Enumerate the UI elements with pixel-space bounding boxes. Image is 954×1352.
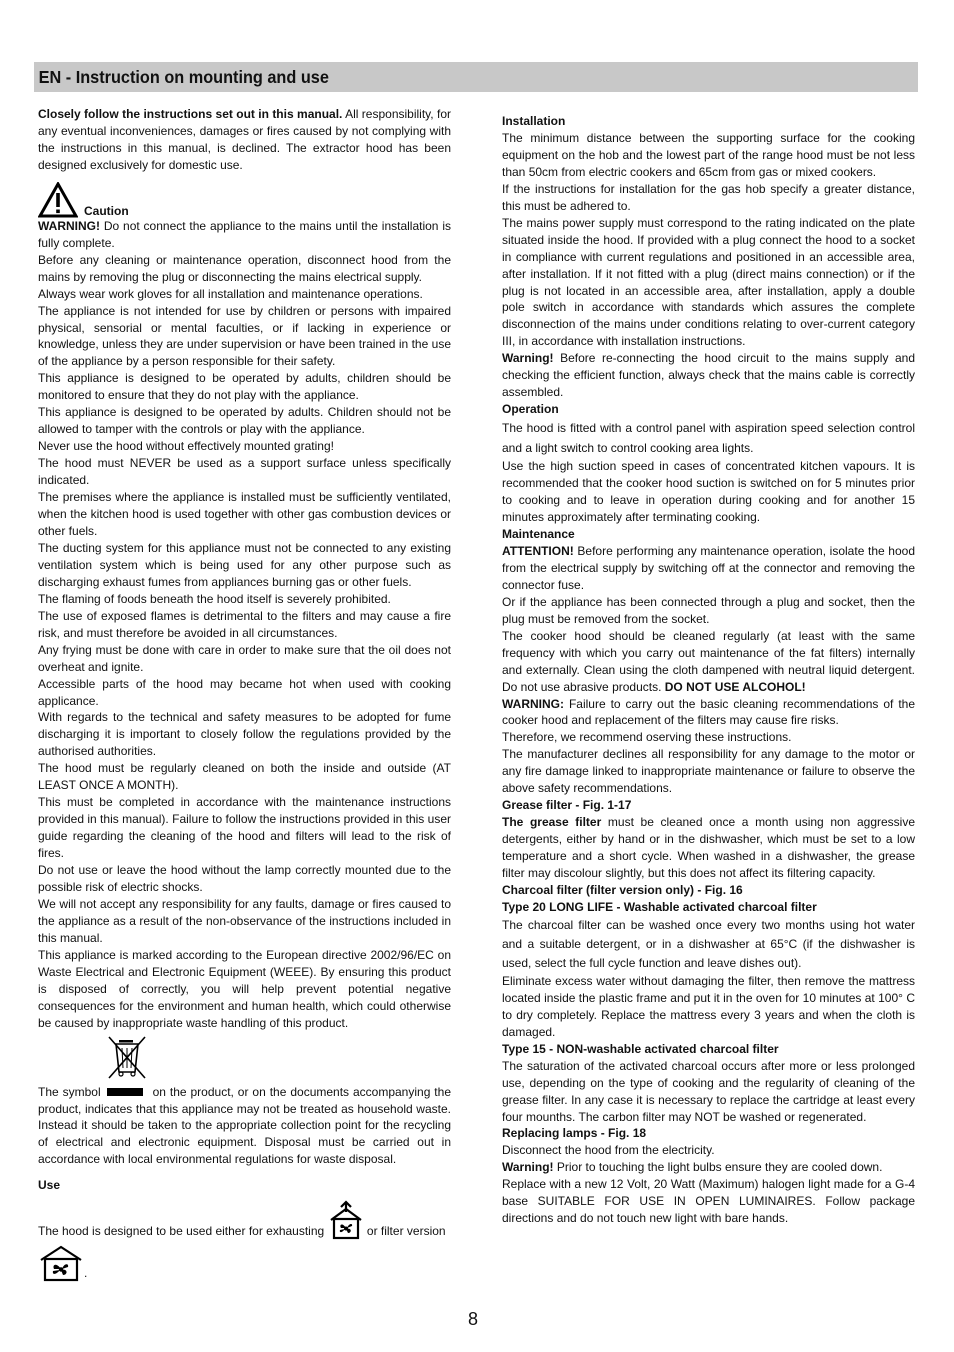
- paragraph: The flaming of foods beneath the hood itself is severely prohibited.: [38, 591, 391, 606]
- paragraph: The grease filter must be cleaned once a month using non aggressive detergents, either by hand or in the dishwasher, which must be set to a low temperature and a short cycle. When washed in a dishwasher, the grease filter may discolour slightly, but this does not affect its filtering capacity.: [502, 815, 916, 881]
- warning-paragraph: WARNING! Do not connect the appliance to the mains until the installation is fully complete.: [38, 218, 451, 250]
- paragraph: The saturation of the activated charcoal occurs after more or less prolonged use, depending on the type of cooking and the regularity of cleaning of the grease filter. In any case it is necessary to replace the cartridge at least every four mounths. The carbon filter may NOT be washed or regenerated.: [502, 1058, 915, 1124]
- paragraph: The hood must NEVER be used as a support surface unless specifically indicated.: [38, 456, 451, 488]
- paragraph: Any frying must be done with care in order to make sure that the oil does not overheat and ignite.: [38, 642, 451, 674]
- paragraph: Always wear work gloves for all installation and maintenance operations.: [38, 286, 423, 301]
- paragraph: With regards to the technical and safety measures to be adopted for fume discharging it is important to closely follow the regulations provided by the authorised authorities.: [38, 710, 451, 759]
- charcoal-filter-heading: Charcoal filter (filter version only) - Fig. 16: [502, 882, 743, 897]
- paragraph: The charcoal filter can be washed once every two months using hot water and a suitable detergent, or in a dishwasher at 65°C (if the dishwasher is used, select the full cycle function and leave dishes out).: [502, 917, 915, 970]
- filter-mode-icon: [38, 1244, 84, 1282]
- paragraph: The cooker hood should be cleaned regularly (at least with the same frequency with which you carry out maintenance of the fat filters) internally and externally. Clean using the cloth dampened with neutral liquid detergent. Do not use abrasive products. DO NOT USE ALCOHOL!: [502, 628, 915, 694]
- type15-heading: Type 15 - NON-washable activated charcoal filter: [502, 1041, 779, 1056]
- paragraph: The mains power supply must correspond to the rating indicated on the plate situated inside the hood. If provided with a plug connect the hood to a socket in compliance with current regulations and positioned in an accessible area, after installation. If it not fitted with a plug (direct mains connection) or if the plug is not located in an accessible area, after installation, apply a double pole switch in accordance with standards which assures the complete disconnection of the mains under conditions relating to over-current category III, in accordance with installation instructions.: [502, 215, 915, 349]
- section-header: [34, 62, 918, 92]
- paragraph: The appliance is not intended for use by children or persons with impaired physical, sensorial or mental faculties, or if lacking in experience or knowledge, unless they are under supervision or have been trained in the use of the appliance by a person responsible for their safety.: [38, 303, 451, 369]
- installation-heading: Installation: [502, 114, 566, 128]
- use-heading: Use: [38, 1178, 61, 1193]
- paragraph: Do not use or leave the hood without the lamp correctly mounted due to the possible risk of electric shocks.: [38, 863, 451, 894]
- paragraph: The use of exposed flames is detrimental to the filters and may cause a fire risk, and must therefore be avoided in all circumstances.: [38, 608, 451, 640]
- paragraph: The minimum distance between the supporting surface for the cooking equipment on the hob and the lowest part of the range hood must be not less than 50cm from electric cookers and 65cm from gas or mixed cookers.: [502, 130, 915, 179]
- paragraph: Or if the appliance has been connected through a plug and socket, then the plug must be removed from the socket.: [502, 594, 915, 626]
- paragraph: The premises where the appliance is installed must be sufficiently ventilated, when the kitchen hood is used together with other gas combustion devices or other fuels.: [38, 490, 451, 538]
- paragraph: This appliance is designed to be operated by adults. Children should not be allowed to tamper with the controls or play with the appliance.: [38, 405, 451, 437]
- maintenance-heading: Maintenance: [502, 526, 575, 541]
- warning-paragraph: WARNING: Failure to carry out the basic cleaning recommendations of the cooker hood and replacement of the filters may cause fire risks.: [502, 696, 915, 728]
- paragraph: The ducting system for this appliance must not be connected to any existing ventilation system which is being used for any other purpose such as discharging exhaust fumes from appliances burning gas or other fuels.: [38, 540, 451, 589]
- left-column: [38, 106, 451, 1282]
- symbol-paragraph: The symbol on the product, or on the documents accompanying the product, indicates that this appliance may not be treated as household waste. Instead it should be taken to the appropriate collection point for the recycling of electrical and electronic equipment. Disposal must be carried out in accordance with local environmental regulations for waste disposal.: [38, 1084, 451, 1167]
- replacing-lamps-heading: Replacing lamps - Fig. 18: [502, 1126, 647, 1141]
- paragraph: The manufacturer declines all responsibility for any damage to the motor or any fire damage linked to inappropriate maintenance or failure to observe the above safety recommendations.: [502, 747, 915, 796]
- paragraph: Eliminate excess water without damaging the filter, then remove the mattress located inside the plastic frame and put it in the oven for 10 minutes at 100° C to dry completely. Replace the mattress every 3 years and when the cloth is damaged.: [502, 973, 915, 1039]
- paragraph: Accessible parts of the hood may became hot when used with cooking applicance.: [38, 676, 451, 708]
- paragraph: Never use the hood without effectively mounted grating!: [38, 439, 334, 454]
- attention-paragraph: ATTENTION! Before performing any maintenance operation, isolate the hood from the electrical supply by switching off at the connector and removing the connector fuse.: [502, 543, 915, 592]
- use-paragraph: The hood is designed to be used either for exhausting or filter version .: [38, 1200, 451, 1282]
- warning-paragraph: Warning! Prior to touching the light bulbs ensure they are cooled down.: [502, 1160, 883, 1175]
- intro-paragraph: Closely follow the instructions set out in this manual. All responsibility, for any eventual inconveniences, damages or fires caused by not complying with the instructions in this manual, is declined. The extractor hood has been designed exclusively for domestic use.: [38, 107, 451, 172]
- paragraph: If the instructions for installation for the gas hob specify a greater distance, this must be adhered to.: [502, 181, 915, 213]
- type20-heading: Type 20 LONG LIFE - Washable activated charcoal filter: [502, 899, 817, 914]
- crossed-bin-icon: [106, 1034, 148, 1080]
- paragraph: Therefore, we recommend oserving these instructions.: [502, 730, 792, 745]
- grease-filter-heading: Grease filter - Fig. 1-17: [502, 798, 632, 813]
- warning-paragraph: Warning! Before re-connecting the hood circuit to the mains supply and checking the efficient function, always check that the mains cable is correctly assembled.: [502, 351, 915, 400]
- caution-heading: [38, 182, 451, 218]
- operation-heading: Operation: [502, 402, 559, 417]
- exhaust-mode-icon: [328, 1200, 364, 1240]
- symbol-bar-icon: [107, 1088, 143, 1096]
- caution-title: Caution: [84, 203, 129, 218]
- paragraph: Before any cleaning or maintenance operation, disconnect hood from the mains by removing the plug or disconnecting the mains electrical supply.: [38, 252, 451, 284]
- right-column: [502, 113, 915, 1227]
- paragraph: The hood must be regularly cleaned on both the inside and outside (AT LEAST ONCE A MONTH).: [38, 761, 451, 793]
- paragraph: This must be completed in accordance with the maintenance instructions provided in this manual). Failure to follow the instructions provided in this user guide regarding the cleaning of the hood and filters will lead to the risk of fires.: [38, 795, 451, 861]
- page-title: EN - Instruction on mounting and use: [38, 67, 329, 87]
- warning-triangle-icon: [38, 182, 78, 218]
- paragraph: Replace with a new 12 Volt, 20 Watt (Maximum) halogen light made for a G-4 base SUITABLE FOR USE IN OPEN LUMINAIRES. Follow package directions and do not touch new light with bare hands.: [502, 1177, 915, 1226]
- paragraph: We will not accept any responsibility for any faults, damage or fires caused to the appliance as a result of the non-observance of the instructions included in this manual.: [38, 896, 451, 945]
- paragraph: Use the high suction speed in cases of concentrated kitchen vapours. It is recommended that the cooker hood suction is switched on for 5 minutes prior to cooking and to leave in operation during cooking and for another 15 minutes approximately after terminating cooking.: [502, 459, 915, 525]
- paragraph: Disconnect the hood from the electricity.: [502, 1143, 715, 1158]
- paragraph: This appliance is designed to be operated by adults, children should be monitored to ensure that they do not play with the appliance.: [38, 371, 451, 403]
- weee-symbol: [38, 1034, 451, 1084]
- page-number: 8: [468, 1309, 479, 1329]
- paragraph: The hood is fitted with a control panel with aspiration speed selection control and a light switch to control cooking area lights.: [502, 421, 915, 456]
- weee-paragraph: This appliance is marked according to the European directive 2002/96/EC on Waste Electrical and Electronic Equipment (WEEE). By ensuring this product is disposed of correctly, you will help prevent potential negative consequences for the environment and human health, which could otherwise be caused by inappropriate waste handling of this product.: [38, 947, 451, 1030]
